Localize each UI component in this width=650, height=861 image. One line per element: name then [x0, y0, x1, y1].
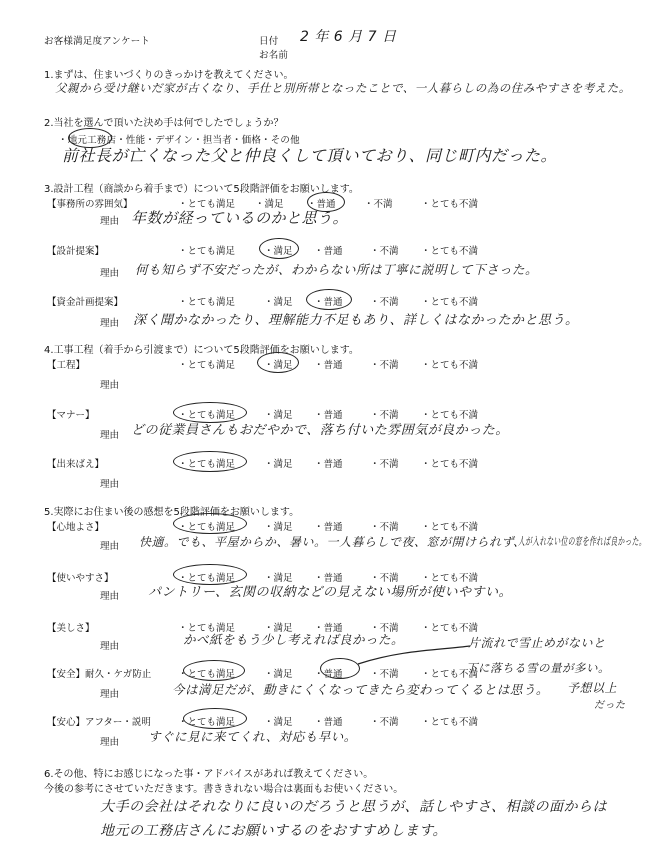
q5-note-3: 予想以上 — [567, 681, 618, 695]
option: ・とても満足 — [178, 717, 236, 728]
option: ・とても不満 — [421, 199, 479, 210]
option: ・満足 — [264, 246, 293, 257]
option: ・とても満足 — [178, 246, 236, 257]
option: ・普通 — [314, 669, 343, 680]
reason-label: 理由 — [100, 591, 120, 602]
option: ・不満 — [370, 410, 399, 421]
option: ・とても不満 — [421, 246, 479, 257]
q5-question: 5.実際にお住まい後の感想を5段階評価をお願いします。 — [44, 507, 300, 518]
q3-question: 3.設計工程（商談から着手まで）について5段階評価をお願いします。 — [44, 184, 359, 195]
option: ・不満 — [370, 717, 399, 728]
option: ・不満 — [370, 297, 399, 308]
reason-label: 理由 — [100, 430, 120, 441]
q1-question: 1.まずは、住まいづくりのきっかけを教えてください。 — [44, 70, 294, 81]
option: ・満足 — [264, 459, 293, 470]
item-label: 【心地よさ】 — [47, 522, 105, 533]
option: ・普通 — [314, 360, 343, 371]
q5-answer-4: 今は満足だが、動きにくくなってきたら変わってくるとは思う。 — [172, 682, 549, 697]
q5-note-2: 下に落ちる雪の量が多い。 — [466, 661, 610, 675]
option: ・とても満足 — [178, 623, 236, 634]
q2-answer: 前社長が亡くなった父と仲良くして頂いており、同じ町内だった。 — [62, 146, 558, 165]
option: ・とても満足 — [178, 522, 236, 533]
item-label: 【安心】アフター・説明 — [47, 717, 151, 728]
option: ・満足 — [264, 410, 293, 421]
name-label: お名前 — [259, 50, 289, 61]
reason-label: 理由 — [100, 268, 120, 279]
option: ・満足 — [264, 522, 293, 533]
option: ・とても満足 — [178, 410, 236, 421]
q4-answer-2: どの従業員さんもおだやかで、落ち付いた雰囲気が良かった。 — [131, 423, 509, 438]
reason-label: 理由 — [100, 689, 120, 700]
option: ・普通 — [314, 573, 343, 584]
q3-answer-2: 何も知らず不安だったが、わからない所は丁寧に説明して下さった。 — [135, 262, 539, 277]
option: ・不満 — [370, 573, 399, 584]
option: ・とても満足 — [178, 360, 236, 371]
item-label: 【安全】耐久・ケガ防止 — [47, 669, 152, 680]
option: ・満足 — [264, 669, 293, 680]
q6-note: 今後の参考にさせていただきます。書ききれない場合は裏面もお使いください。 — [44, 784, 404, 795]
q6-answer-2: 地元の工務店さんにお願いするのをおすすめします。 — [100, 823, 448, 839]
item-label: 【設計提案】 — [47, 246, 105, 257]
reason-label: 理由 — [100, 541, 120, 552]
option: ・不満 — [370, 623, 399, 634]
option: ・不満 — [370, 246, 399, 257]
q5-answer-1: 快適。でも、平屋からか、暑い。一人暮らしで夜、窓が開けられず、 — [139, 535, 526, 549]
item-label: 【マナー】 — [47, 410, 95, 421]
option: ・普通 — [314, 297, 343, 308]
q5-answer-3: かべ紙をもう少し考えれば良かった。 — [183, 632, 405, 647]
option: ・普通 — [314, 717, 343, 728]
reason-label: 理由 — [100, 641, 120, 652]
item-label: 【資金計画提案】 — [47, 297, 124, 308]
option: ・満足 — [264, 297, 293, 308]
option: ・普通 — [314, 522, 343, 533]
option: ・普通 — [307, 199, 336, 210]
item-label: 【出来ばえ】 — [47, 459, 105, 470]
option: ・不満 — [370, 522, 399, 533]
reason-label: 理由 — [100, 380, 120, 391]
option: ・とても満足 — [178, 573, 236, 584]
option: ・不満 — [370, 459, 399, 470]
q2-question: 2.当社を選んで頂いた決め手は何でしたでしょうか？ — [44, 118, 284, 129]
option: ・普通 — [314, 246, 343, 257]
option: ・とても不満 — [421, 410, 479, 421]
option: ・とても不満 — [421, 623, 479, 634]
option: ・とても不満 — [421, 522, 479, 533]
q3-answer-3: 深く聞かなかったり、理解能力不足もあり、詳しくはなかったかと思う。 — [133, 313, 579, 328]
option: ・満足 — [264, 623, 293, 634]
q5-answer-1b: 人が入れない位の窓を作れば良かった。 — [518, 535, 646, 548]
item-label: 【工程】 — [47, 360, 86, 371]
reason-label: 理由 — [100, 737, 120, 748]
q3-answer-1: 年数が経っているのかと思う。 — [131, 209, 349, 227]
option: ・不満 — [364, 199, 393, 210]
option: ・満足 — [264, 360, 293, 371]
q6-question: 6.その他、特にお感じになった事・アドバイスがあれば教えてください。 — [44, 769, 374, 780]
reason-label: 理由 — [100, 479, 120, 490]
q2-choices: ・地元工務店・性能・デザイン・担当者・価格・その他 — [58, 135, 300, 146]
q1-answer: 父親から受け継いだ家が古くなり、手仕と別所帯となったことで、一人暮らしの為の住みやすさを考えた。 — [55, 81, 631, 95]
item-label: 【事務所の雰囲気】 — [47, 199, 133, 210]
option: ・とても不満 — [421, 573, 479, 584]
option: ・不満 — [370, 360, 399, 371]
q5-answer-5: すぐに見に来てくれ、対応も早い。 — [148, 729, 357, 744]
item-label: 【美しさ】 — [47, 623, 95, 634]
option: ・普通 — [314, 459, 343, 470]
option: ・とても満足 — [178, 297, 236, 308]
reason-label: 理由 — [100, 318, 120, 329]
option: ・不満 — [370, 669, 399, 680]
survey-title: お客様満足度アンケート — [44, 36, 151, 47]
option: ・普通 — [314, 410, 343, 421]
option: ・とても満足 — [178, 669, 236, 680]
reason-label: 理由 — [100, 216, 120, 227]
option: ・とても不満 — [421, 297, 479, 308]
option: ・満足 — [264, 573, 293, 584]
option: ・とても満足 — [178, 199, 236, 210]
option: ・普通 — [314, 623, 343, 634]
option: ・とても満足 — [178, 459, 236, 470]
q5-answer-2: パントリー、玄関の収納などの見えない場所が使いやすい。 — [148, 585, 512, 600]
date-handwritten: 2 年 6 月 7 日 — [300, 29, 397, 45]
option: ・とても不満 — [421, 360, 479, 371]
date-label: 日付 — [259, 36, 279, 47]
q6-answer-1: 大手の会社はそれなりに良いのだろうと思うが、話しやすさ、相談の面からは — [100, 799, 607, 815]
q5-note-1: 片流れで雪止めがないと — [468, 636, 606, 650]
option: ・とても不満 — [421, 459, 479, 470]
q5-note-4: だった — [594, 700, 626, 711]
q4-question: 4.工事工程（着手から引渡まで）について5段階評価をお願いします。 — [44, 345, 359, 356]
option: ・とても不満 — [421, 717, 479, 728]
option: ・満足 — [264, 717, 293, 728]
option: ・満足 — [255, 199, 284, 210]
item-label: 【使いやすさ】 — [47, 573, 114, 584]
option: ・とても不満 — [421, 669, 479, 680]
